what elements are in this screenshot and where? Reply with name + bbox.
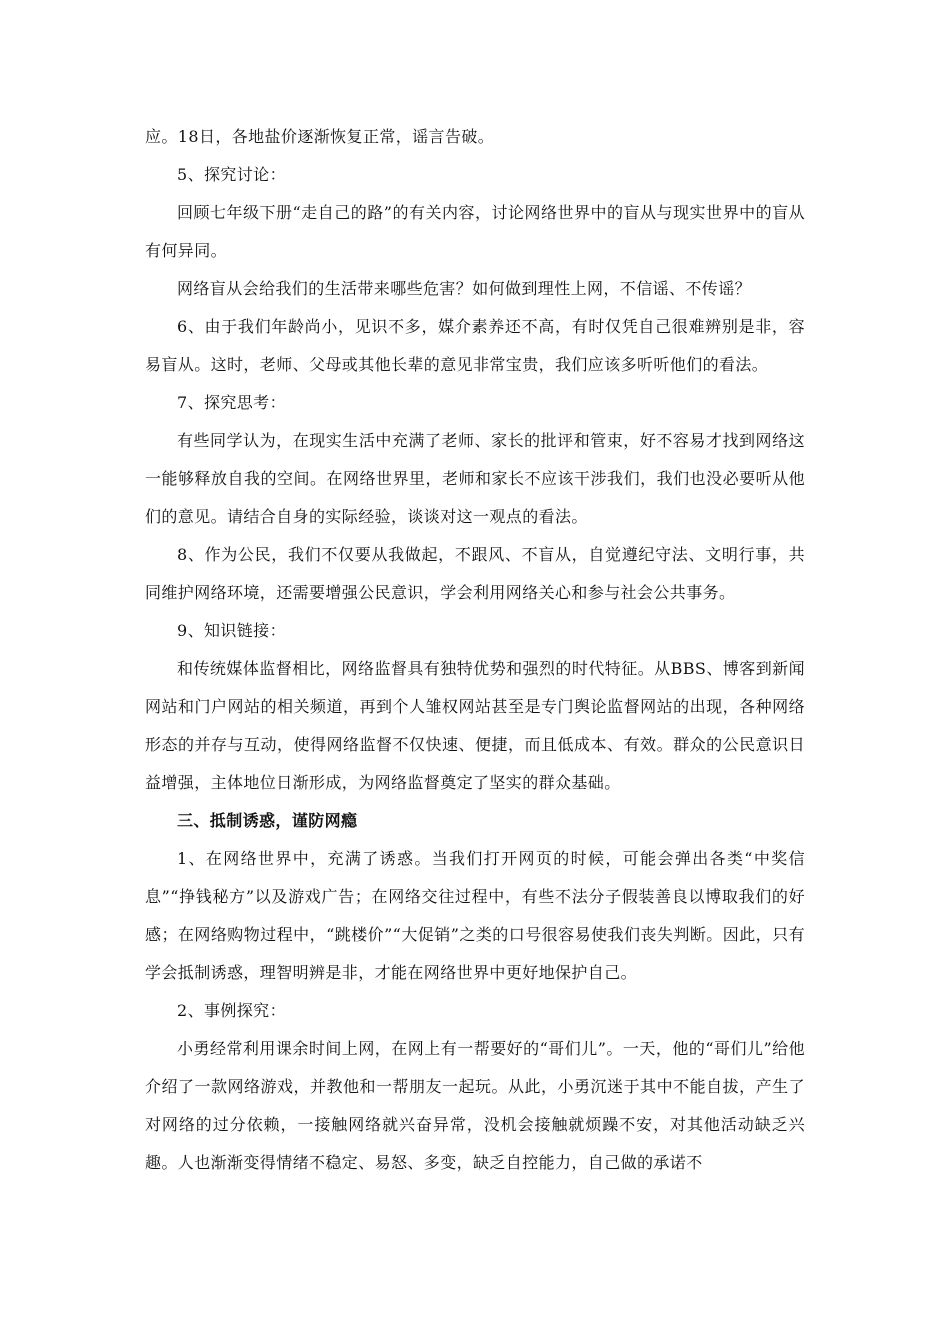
item-7-text: 有些同学认为，在现实生活中充满了老师、家长的批评和管束，好不容易才找到网络这一能够释放自我的空间。在网络世界里，老师和家长不应该干涉我们，我们也没必要听从他们的意见。请结合自身的实际经验，谈谈对这一观点的看法。 — [145, 431, 805, 526]
item-5-text-1: 回顾七年级下册“走自己的路”的有关内容，讨论网络世界中的盲从与现实世界中的盲从有何异同。 — [145, 203, 805, 260]
item-5-text-2: 网络盲从会给我们的生活带来哪些危害？如何做到理性上网，不信谣、不传谣？ — [177, 279, 752, 298]
item-6-text: 6、由于我们年龄尚小，见识不多，媒介素养还不高，有时仅凭自己很难辨别是非，容易盲从。这时，老师、父母或其他长辈的意见非常宝贵，我们应该多听听他们的看法。 — [145, 317, 805, 374]
section-3-item-2-heading: 2、事例探究： — [177, 1001, 286, 1020]
item-7-heading: 7、探究思考： — [177, 393, 286, 412]
item-9-text: 和传统媒体监督相比，网络监督具有独特优势和强烈的时代特征。从BBS、博客到新闻网站和门户网站的相关频道，再到个人雏权网站甚至是专门舆论监督网站的出现，各种网络形态的并存与互动，使得网络监督不仅快速、便捷，而且低成本、有效。群众的公民意识日益增强，主体地位日渐形成，为网络监督奠定了坚实的群众基础。 — [145, 659, 805, 792]
item-9-heading: 9、知识链接： — [177, 621, 286, 640]
item-5-heading: 5、探究讨论： — [177, 165, 286, 184]
section-3-item-2-text: 小勇经常利用课余时间上网，在网上有一帮要好的“哥们儿”。一天，他的“哥们儿”给他介绍了一款网络游戏，并教他和一帮朋友一起玩。从此，小勇沉迷于其中不能自拔，产生了对网络的过分依赖，一接触网络就兴奋异常，没机会接触就烦躁不安，对其他活动缺乏兴趣。人也渐渐变得情绪不稳定、易怒、多变，缺乏自控能力，自己做的承诺不 — [145, 1039, 805, 1172]
item-8-text: 8、作为公民，我们不仅要从我做起，不跟风、不盲从，自觉遵纪守法、文明行事，共同维护网络环境，还需要增强公民意识，学会利用网络关心和参与社会公共事务。 — [145, 545, 805, 602]
paragraph-continuation: 应。18日，各地盐价逐渐恢复正常，谣言告破。 — [145, 127, 495, 146]
document-body — [145, 118, 805, 1182]
section-3-heading: 三、抵制诱惑，谨防网瘾 — [177, 811, 358, 830]
section-3-item-1-text: 1、在网络世界中，充满了诱惑。当我们打开网页的时候，可能会弹出各类“中奖信息”“挣钱秘方”以及游戏广告；在网络交往过程中，有些不法分子假装善良以博取我们的好感；在网络购物过程中，“跳楼价”“大促销”之类的口号很容易使我们丧失判断。因此，只有学会抵制诱惑，理智明辨是非，才能在网络世界中更好地保护自己。 — [145, 849, 805, 982]
